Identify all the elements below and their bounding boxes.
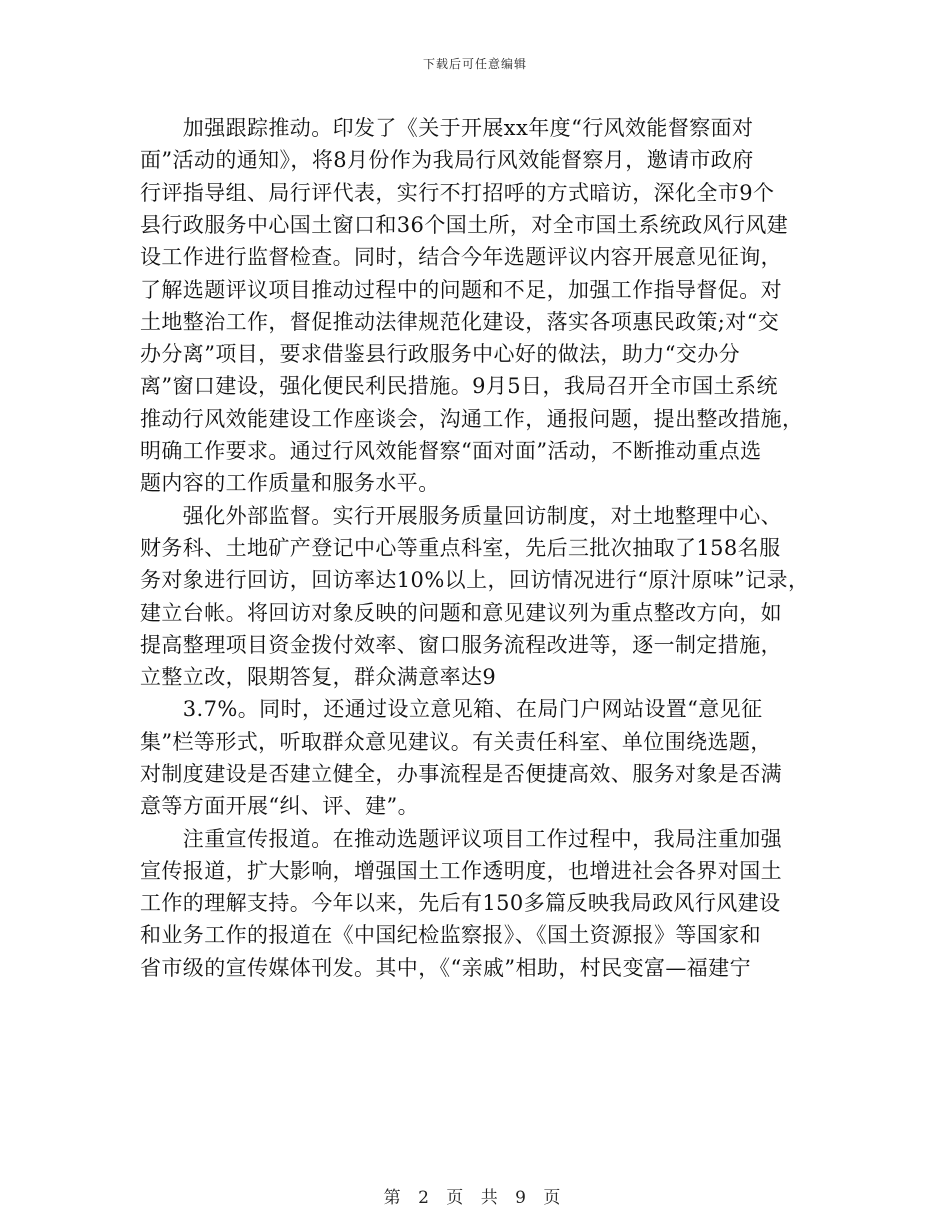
text-line: 立整立改，限期答复，群众满意率达9	[140, 665, 497, 689]
text-line: 行评指导组、局行评代表，实行不打招呼的方式暗访，深化全市9个	[140, 181, 775, 205]
page-header: 下载后可任意编辑	[422, 57, 527, 71]
text-line: 推动行风效能建设工作座谈会，沟通工作，通报问题，提出整改措施，	[140, 407, 804, 431]
text-line: 宣传报道，扩大影响，增强国土工作透明度，也增进社会各界对国土	[140, 859, 782, 883]
text-line: 加强跟踪推动。印发了《关于开展xx年度“行风效能督察面对	[140, 116, 754, 140]
text-line: 财务科、土地矿产登记中心等重点科室，先后三批次抽取了158名服	[140, 536, 781, 560]
text-line: 明确工作要求。通过行风效能督察“面对面”活动，不断推动重点选	[140, 439, 762, 463]
text-line: 务对象进行回访，回访率达10%以上，回访情况进行“原汁原味”记录，	[140, 568, 810, 592]
text-line: 强化外部监督。实行开展服务质量回访制度，对土地整理中心、	[140, 504, 782, 528]
text-line: 建立台帐。将回访对象反映的问题和意见建议列为重点整改方向，如	[140, 601, 782, 625]
text-line: 集”栏等形式，听取群众意见建议。有关责任科室、单位围绕选题，	[140, 730, 772, 754]
text-line: 设工作进行监督检查。同时，结合今年选题评议内容开展意见征询，	[140, 245, 782, 269]
text-line: 意等方面开展“纠、评、建”。	[140, 794, 420, 818]
text-line: 了解选题评议项目推动过程中的问题和不足，加强工作指导督促。对	[140, 278, 782, 302]
text-line: 面”活动的通知》，将8月份作为我局行风效能督察月，邀请市政府	[140, 148, 754, 172]
text-line: 注重宣传报道。在推动选题评议项目工作过程中，我局注重加强	[140, 827, 782, 851]
text-line: 离”窗口建设，强化便民利民措施。9月5日，我局召开全市国土系统	[140, 374, 778, 398]
text-line: 提高整理项目资金拨付效率、窗口服务流程改进等，逐一制定措施，	[140, 633, 782, 657]
text-line: 工作的理解支持。今年以来，先后有150多篇反映我局政风行风建设	[140, 891, 781, 915]
text-line: 3.7%。同时，还通过设立意见箱、在局门户网站设置“意见征	[140, 697, 763, 721]
page-footer: 第 2 页 共 9 页	[383, 1188, 567, 1208]
text-line: 题内容的工作质量和服务水平。	[140, 471, 440, 495]
text-line: 土地整治工作，督促推动法律规范化建设，落实各项惠民政策;对“交	[140, 310, 780, 334]
text-line: 对制度建设是否建立健全，办事流程是否便捷高效、服务对象是否满	[140, 762, 782, 786]
text-line: 办分离”项目，要求借鉴县行政服务中心好的做法，助力“交办分	[140, 342, 741, 366]
text-line: 省市级的宣传媒体刊发。其中，《“亲戚”相助，村民变富—福建宁	[140, 956, 751, 980]
text-line: 和业务工作的报道在《中国纪检监察报》、《国土资源报》等国家和	[140, 923, 761, 947]
text-line: 县行政服务中心国土窗口和36个国土所，对全市国土系统政风行风建	[140, 213, 789, 237]
